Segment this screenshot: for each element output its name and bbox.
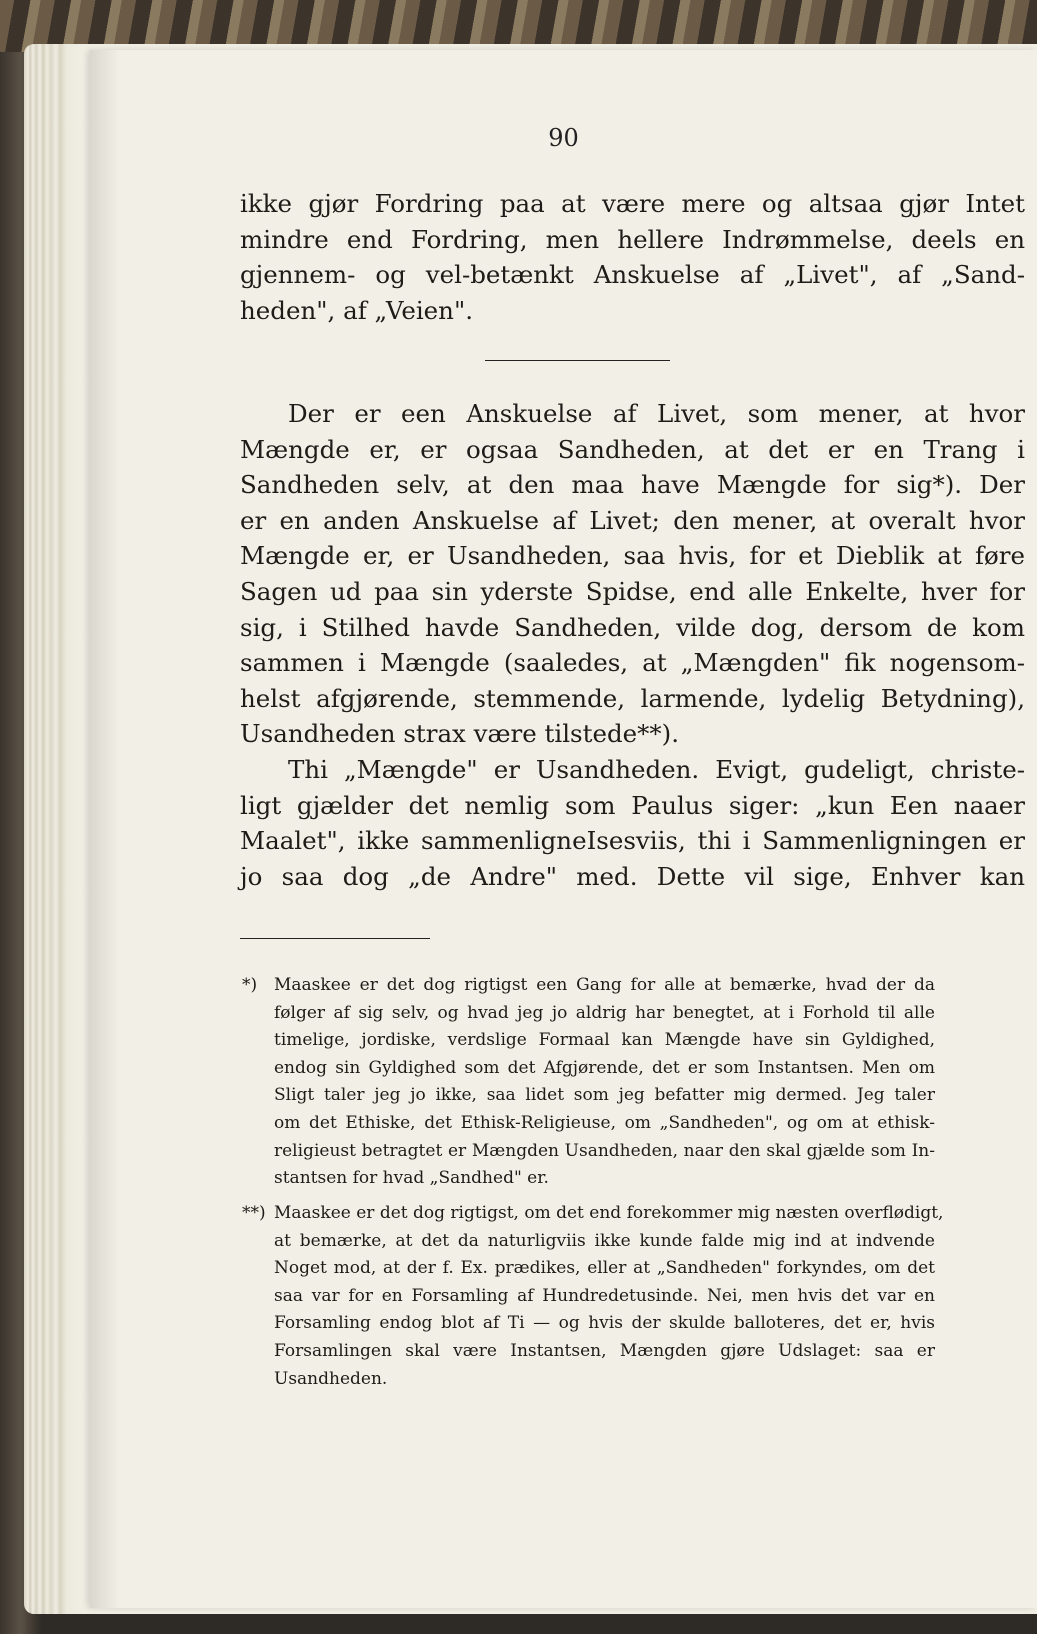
text-line: Mængde er, er ogsaa Sandheden, at det er en Trang i xyxy=(240,434,1025,464)
main-paragraph xyxy=(240,396,1025,894)
text-line: helst afgjørende, stemmende, larmende, lydelig Betydning), xyxy=(240,683,1025,713)
text-line: Thi „Mængde" er Usandheden. Evigt, gudeligt, christe- xyxy=(288,754,1025,784)
footnote-line: endog sin Gyldighed som det Afgjørende, det er som Instantsen. Men om xyxy=(274,1057,935,1078)
footnote-divider xyxy=(240,938,430,939)
footnote-2 xyxy=(150,1200,944,1393)
footnote-line: religieust betragtet er Mængden Usandheden, naar den skal gjælde som In- xyxy=(274,1140,935,1161)
text-line: Sagen ud paa sin yderste Spidse, end alle Enkelte, hver for xyxy=(240,576,1025,606)
text-line: Der er een Anskuelse af Livet, som mener, at hvor xyxy=(288,399,1025,428)
page-number: 90 xyxy=(548,124,579,152)
intro-paragraph xyxy=(240,186,1025,328)
footnote-line: Noget mod, at der f. Ex. prædikes, eller at „Sandheden" forkyndes, om det xyxy=(274,1258,935,1279)
text-line: Usandheden strax være tilstede**). xyxy=(240,719,679,749)
footnote-line: **) Maaskee er det dog rigtigst, om det end forekommer mig næsten overflødigt, xyxy=(150,1200,935,1228)
footnote-line: Forsamlingen skal være Instantsen, Mængden gjøre Udslaget: saa er xyxy=(274,1340,935,1361)
gutter-shadow xyxy=(90,50,120,1608)
section-divider xyxy=(485,360,670,361)
footnote-line: *) Maaskee er det dog rigtigst een Gang for alle at bemærke, hvad der da xyxy=(150,972,935,1000)
footnote-line: Sligt taler jeg jo ikke, saa lidet som jeg befatter mig dermed. Jeg taler xyxy=(274,1085,935,1106)
footnote-line: at bemærke, at det da naturligviis ikke kunde falde mig ind at indvende xyxy=(274,1230,935,1251)
text-line: Maalet", ikke sammenligneIsesviis, thi i Sammenligningen er xyxy=(240,826,1025,856)
text-line: ligt gjælder det nemlig som Paulus siger: „kun Een naaer xyxy=(240,790,1025,820)
text-line: gjennem- og vel-betænkt Anskuelse af „Livet", af „Sand- xyxy=(240,260,1025,290)
text-line: jo saa dog „de Andre" med. Dette vil sige, Enhver kan xyxy=(240,861,1025,891)
text-line: sig, i Stilhed havde Sandheden, vilde dog, dersom de kom xyxy=(240,612,1025,642)
footnote-line: timelige, jordiske, verdslige Formaal kan Mængde have sin Gyldighed, xyxy=(274,1030,935,1051)
text-line: ikke gjør Fordring paa at være mere og altsaa gjør Intet xyxy=(240,189,1025,218)
text-line: sammen i Mængde (saaledes, at „Mængden" fik nogensom- xyxy=(240,648,1025,678)
footnote-line: om det Ethiske, det Ethisk-Religieuse, om „Sandheden", og om at ethisk- xyxy=(274,1112,935,1133)
text-line: mindre end Fordring, men hellere Indrømmelse, deels en xyxy=(240,224,1025,254)
footnote-marker: *) xyxy=(242,975,258,995)
text-line: Sandheden selv, at den maa have Mængde for sig*). Der xyxy=(240,470,1025,500)
book-page xyxy=(90,50,1037,1608)
footnote-line: Forsamling endog blot af Ti — og hvis der skulde balloteres, det er, hvis xyxy=(274,1313,935,1334)
text-line: heden", af „Veien". xyxy=(240,295,474,325)
footnote-1 xyxy=(150,972,935,1193)
footnote-line: stantsen for hvad „Sandhed" er. xyxy=(274,1168,549,1189)
footnote-line: saa var for en Forsamling af Hundredetusinde. Nei, men hvis det var en xyxy=(274,1285,935,1306)
text-line: Mængde er, er Usandheden, saa hvis, for et Dieblik at føre xyxy=(240,541,1025,571)
text-line: er en anden Anskuelse af Livet; den mener, at overalt hvor xyxy=(240,505,1025,535)
footnote-line: Usandheden. xyxy=(274,1368,388,1389)
footnote-line: følger af sig selv, og hvad jeg jo aldrig har benegtet, at i Forhold til alle xyxy=(274,1002,935,1023)
footnote-marker: **) xyxy=(242,1203,266,1223)
